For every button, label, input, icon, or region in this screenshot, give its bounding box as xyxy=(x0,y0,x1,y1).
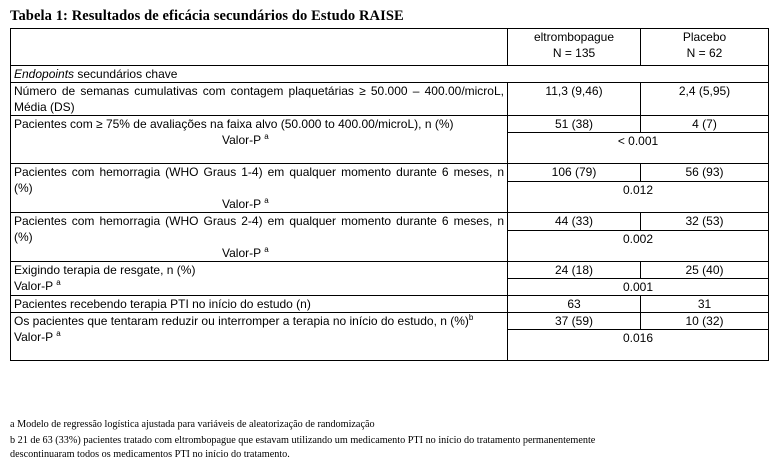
row-label-cell xyxy=(11,116,508,164)
table-row xyxy=(11,116,769,133)
pvalue-label xyxy=(14,132,504,148)
row-placebo-value: 56 (93) xyxy=(641,164,769,182)
pvalue-footnote-mark: a xyxy=(56,329,61,338)
section-heading-italic: Endopoints xyxy=(14,67,75,81)
row-label: Número de semanas cumulativas com contagem plaquetárias ≥ 50.000 – 400.00/microL, Média (DS) xyxy=(11,83,508,116)
row-placebo-value: 10 (32) xyxy=(641,313,769,330)
pvalue-label xyxy=(14,278,504,294)
pvalue-label-text: Valor-P xyxy=(222,133,261,147)
section-heading xyxy=(11,66,769,83)
row-drug-value: 51 (38) xyxy=(508,116,641,133)
footnote-a: a Modelo de regressão logística ajustada para variáveis de aleatorização de randomização xyxy=(10,419,375,430)
row-placebo-value: 31 xyxy=(641,296,769,313)
row-drug-value: 11,3 (9,46) xyxy=(508,83,641,116)
row-placebo-value: 25 (40) xyxy=(641,262,769,279)
row-drug-value: 44 (33) xyxy=(508,213,641,231)
row-placebo-value: 4 (7) xyxy=(641,116,769,133)
header-drug-n: N = 135 xyxy=(552,46,596,60)
row-drug-value: 37 (59) xyxy=(508,313,641,330)
row-label: Pacientes com hemorragia (WHO Graus 2-4) em qualquer momento durante 6 meses, n (%) xyxy=(14,214,504,244)
table-row xyxy=(11,83,769,116)
row-label-cell xyxy=(11,262,508,296)
pvalue: < 0.001 xyxy=(508,133,769,164)
pvalue-label-text: Valor-P xyxy=(14,279,53,293)
pvalue: 0.001 xyxy=(508,279,769,296)
row-label: Pacientes recebendo terapia PTI no início do estudo (n) xyxy=(11,296,508,313)
row-label: Os pacientes que tentaram reduzir ou interromper a terapia no início do estudo, n (%) xyxy=(14,314,469,328)
row-drug-value: 63 xyxy=(508,296,641,313)
pvalue-label xyxy=(14,329,504,345)
pvalue: 0.012 xyxy=(508,182,769,213)
header-placebo-n: N = 62 xyxy=(686,46,723,60)
row-label: Pacientes com ≥ 75% de avaliações na faixa alvo (50.000 to 400.00/microL), n (%) xyxy=(14,117,454,131)
pvalue-footnote-mark: a xyxy=(264,132,269,141)
row-placebo-value: 32 (53) xyxy=(641,213,769,231)
header-placebo-name: Placebo xyxy=(682,30,727,44)
row-label-cell xyxy=(11,313,508,361)
row-label-footnote-mark: b xyxy=(468,313,474,322)
table-title: Tabela 1: Resultados de eficácia secundários do Estudo RAISE xyxy=(10,8,404,24)
pvalue: 0.002 xyxy=(508,231,769,262)
row-label-cell xyxy=(11,164,508,213)
footnote-b-line1: b 21 de 63 (33%) pacientes tratado com eltrombopague que estavam utilizando um medicamento PTI no início do tratamento permanentemente xyxy=(10,435,596,446)
pvalue: 0.016 xyxy=(508,330,769,361)
row-placebo-value: 2,4 (5,95) xyxy=(641,83,769,116)
pvalue-footnote-mark: a xyxy=(56,278,61,287)
row-label-cell xyxy=(11,213,508,262)
row-drug-value: 106 (79) xyxy=(508,164,641,182)
row-drug-value: 24 (18) xyxy=(508,262,641,279)
section-heading-rest: secundários chave xyxy=(74,67,178,81)
pvalue-label-text: Valor-P xyxy=(14,330,53,344)
footnote-b-line2: descontinuaram todos os medicamentos PTI no início do tratamento. xyxy=(10,449,290,460)
row-label: Exigindo terapia de resgate, n (%) xyxy=(14,263,196,277)
table-row xyxy=(11,313,769,330)
table-row xyxy=(11,262,769,279)
pvalue-label-text: Valor-P xyxy=(222,246,261,260)
pvalue-footnote-mark: a xyxy=(264,196,269,205)
pvalue-label-text: Valor-P xyxy=(222,197,261,211)
section-row xyxy=(11,66,769,83)
pvalue-label xyxy=(14,245,504,261)
header-placebo-cell xyxy=(641,29,769,66)
header-blank-cell xyxy=(11,29,508,66)
table-row xyxy=(11,164,769,182)
table-row xyxy=(11,296,769,313)
header-drug-name: eltrombopague xyxy=(533,30,615,44)
table-row xyxy=(11,213,769,231)
row-label: Pacientes com hemorragia (WHO Graus 1-4) em qualquer momento durante 6 meses, n (%) xyxy=(14,165,504,195)
pvalue-footnote-mark: a xyxy=(264,245,269,254)
efficacy-table xyxy=(10,28,769,361)
header-row xyxy=(11,29,769,66)
pvalue-label xyxy=(14,196,504,212)
header-drug-cell xyxy=(508,29,641,66)
